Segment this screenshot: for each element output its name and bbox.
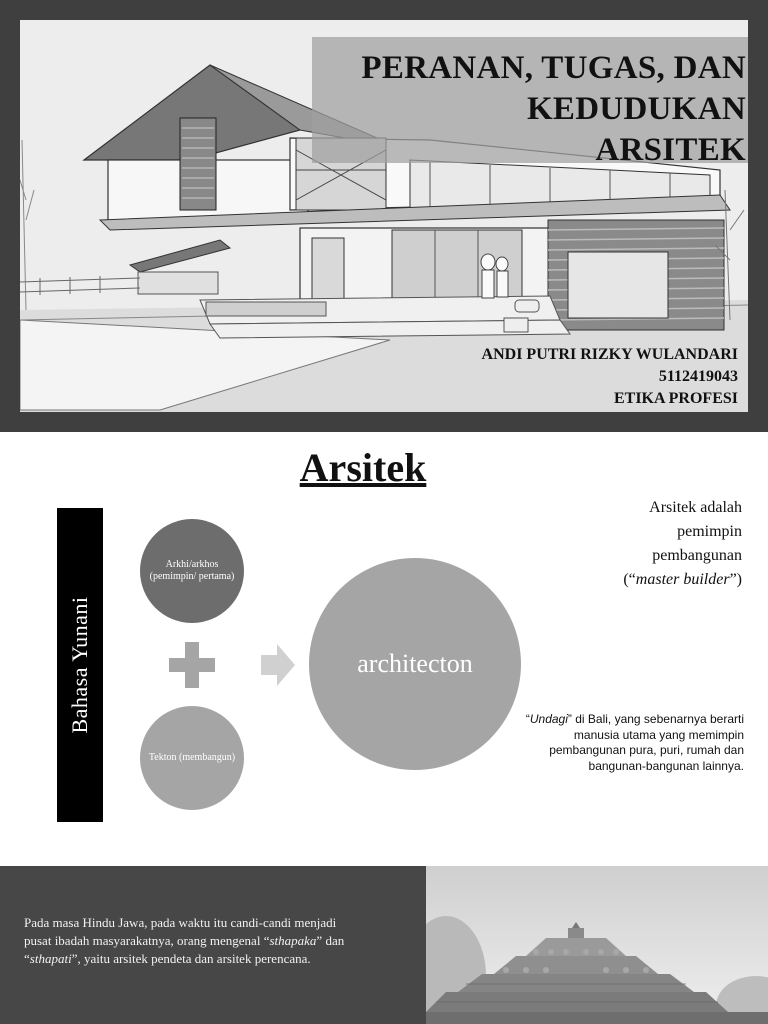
history-text-mid: ” dan “ [24,933,345,966]
master-builder-term: master builder [635,571,730,588]
term-sthapati: sthapati [29,951,72,966]
term-sthapaka: sthapaka [269,933,317,948]
history-text-start: Pada masa Hindu Jawa, pada waktu itu candi-candi menjadi pusat ibadah masyarakatnya, orang mengenal “ [24,915,337,948]
definition-text [542,496,742,592]
title-slide [0,0,768,432]
history-paragraph [24,914,364,968]
quote-close: ”) [729,571,742,588]
result-word-circle [309,558,521,770]
author-info [482,344,738,410]
plus-icon [169,642,215,688]
root-word-circle-tekton [140,706,244,810]
temple-drawing [426,866,768,1024]
root-word-circle-arkhi [140,519,244,623]
temple-photo-illustration [426,866,768,1024]
quote-open: (“ [623,571,636,588]
undagi-term: Undagi [529,712,568,726]
history-slide [0,866,768,1024]
definition-line-2: pemimpin [677,523,742,540]
undagi-description: ” di Bali, yang sebenarnya berarti manusia utama yang memimpin pembangunan pura, puri, rumah dan bangunan-bangunan lainnya. [549,712,744,773]
student-id: 5112419043 [658,368,738,385]
root-word-arkhi: Arkhi/arkhos (pemimpin/ pertama) [149,559,235,582]
definition-line-4 [542,568,742,592]
definition-slide [0,432,768,864]
definition-line-1: Arsitek adalah [649,499,742,516]
history-text-end: ”, yaitu arsitek pendeta dan arsitek perencana. [71,951,311,966]
slide-heading: Arsitek [299,445,427,490]
undagi-note [524,712,744,774]
author-name: ANDI PUTRI RIZKY WULANDARI [481,346,738,363]
result-word: architecton [357,649,473,678]
slide-title [326,48,746,171]
arrow-right-icon [261,644,295,686]
definition-line-3: pembangunan [652,547,742,564]
title-line-1: PERANAN, TUGAS, DAN [361,50,746,86]
course-name: ETIKA PROFESI [613,390,738,407]
undagi-open-quote: “ [525,712,530,726]
language-sidebar-label: Bahasa Yunani [67,596,92,734]
root-word-tekton: Tekton (membangun) [148,752,236,763]
title-line-2: KEDUDUKAN [526,91,746,127]
title-line-3: ARSITEK [595,132,746,168]
